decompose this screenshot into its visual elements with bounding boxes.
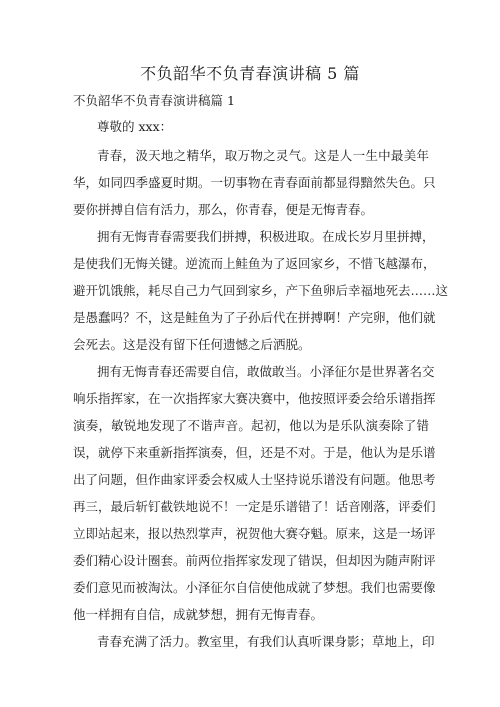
body-line: 他一样拥有自信，成就梦想，拥有无悔青春。 xyxy=(73,607,324,622)
body-line: 青春充满了活力。教室里，有我们认真听课身影；草地上，印 xyxy=(97,634,435,649)
body-line: 要你拼搏自信有活力，那么，你青春，便是无悔青春。 xyxy=(73,202,374,217)
body-line: 是愚蠢吗？不，这是鲑鱼为了子孙后代在拼搏啊！产完卵，他们就 xyxy=(73,310,436,325)
body-line: 青春，汲天地之精华，取万物之灵气。这是人一生中最美年 xyxy=(97,148,429,163)
body-line: 再三，最后斩钉截铁地说不！一定是乐谱错了！话音刚落，评委们 xyxy=(73,499,436,514)
body-line: 委们精心设计圈套。前两位指挥家发现了错误，但却因为随声附评 xyxy=(73,553,436,568)
body-line: 委们意见而被淘汰。小泽征尔自信使他成就了梦想。我们也需要像 xyxy=(73,580,436,595)
body-line: 会死去。这是没有留下任何遗憾之后洒脱。 xyxy=(73,337,311,352)
body-line: 响乐指挥家，在一次指挥家大赛决赛中，他按照评委会给乐谱指挥 xyxy=(73,391,436,406)
body-line: 演奏，敏锐地发现了不谐声音。起初，他以为是乐队演奏除了错 xyxy=(73,418,429,433)
body-line: 出了问题，但作曲家评委会权威人士坚持说乐谱没有问题。他思考 xyxy=(73,472,436,487)
body-line: 拥有无悔青春需要我们拼搏，积极进取。在成长岁月里拼搏， xyxy=(97,229,435,244)
body-line: 误，就停下来重新指挥演奏，但，还是不对。于是，他认为是乐谱 xyxy=(73,445,436,460)
salutation: 尊敬的 xxx： xyxy=(97,119,173,134)
body-line: 避开饥饿熊，耗尽自己力气回到家乡，产下鱼卵后幸福地死去……这 xyxy=(73,283,449,298)
body-line: 拥有无悔青春还需要自信，敢做敢当。小泽征尔是世界著名交 xyxy=(97,364,435,379)
section-subtitle: 不负韶华不负青春演讲稿篇 1 xyxy=(73,93,235,108)
body-line: 是使我们无悔关键。逆流而上鲑鱼为了返回家乡，不惜飞越瀑布， xyxy=(73,256,436,271)
body-line: 立即站起来，报以热烈掌声，祝贺他大赛夺魁。原来，这是一场评 xyxy=(73,526,436,541)
document-title: 不负韶华不负青春演讲稿 5 篇 xyxy=(140,64,360,83)
body-line: 华，如同四季盛夏时期。一切事物在青春面前都显得黯然失色。只 xyxy=(73,175,436,190)
